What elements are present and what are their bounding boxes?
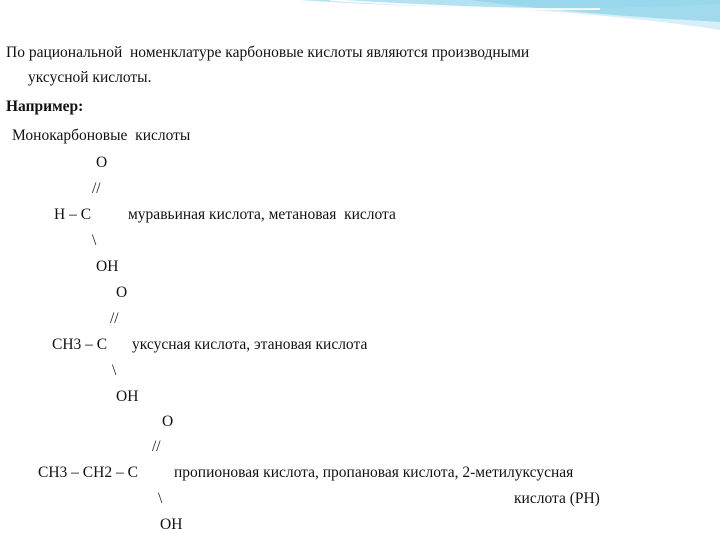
acetic-name: уксусная кислота, этановая кислота: [132, 336, 368, 353]
formic-double-bond: //: [92, 180, 101, 197]
acetic-oxygen: О: [116, 284, 128, 301]
header-swoosh-decoration: [0, 0, 720, 40]
propionic-hydroxyl: ОН: [160, 516, 183, 533]
subheading: Монокарбоновые кислоты: [12, 127, 191, 144]
propionic-name: пропионовая кислота, пропановая кислота, 2-метилуксусная: [174, 464, 574, 481]
intro-line-1: По рациональной номенклатуре карбоновые кислоты являются производными: [6, 44, 530, 61]
propionic-single-bond: \: [158, 490, 163, 507]
intro-line-2: уксусной кислоты.: [28, 69, 152, 86]
propionic-core: СН3 – СН2 – С: [38, 464, 138, 481]
acetic-double-bond: //: [110, 310, 119, 327]
formic-oxygen: О: [96, 154, 108, 171]
propionic-name-continuation: кислота (РН): [514, 490, 600, 507]
formic-hydroxyl: ОН: [96, 258, 119, 275]
formic-single-bond: \: [92, 232, 97, 249]
acetic-hydroxyl: ОН: [116, 388, 139, 405]
acetic-core: СН3 – С: [52, 336, 108, 353]
example-heading: Например:: [6, 98, 84, 115]
formic-name: муравьиная кислота, метановая кислота: [128, 206, 396, 223]
propionic-double-bond: //: [152, 438, 161, 455]
acetic-single-bond: \: [112, 362, 117, 379]
propionic-oxygen: О: [162, 413, 174, 430]
formic-core: Н – С: [54, 206, 92, 223]
